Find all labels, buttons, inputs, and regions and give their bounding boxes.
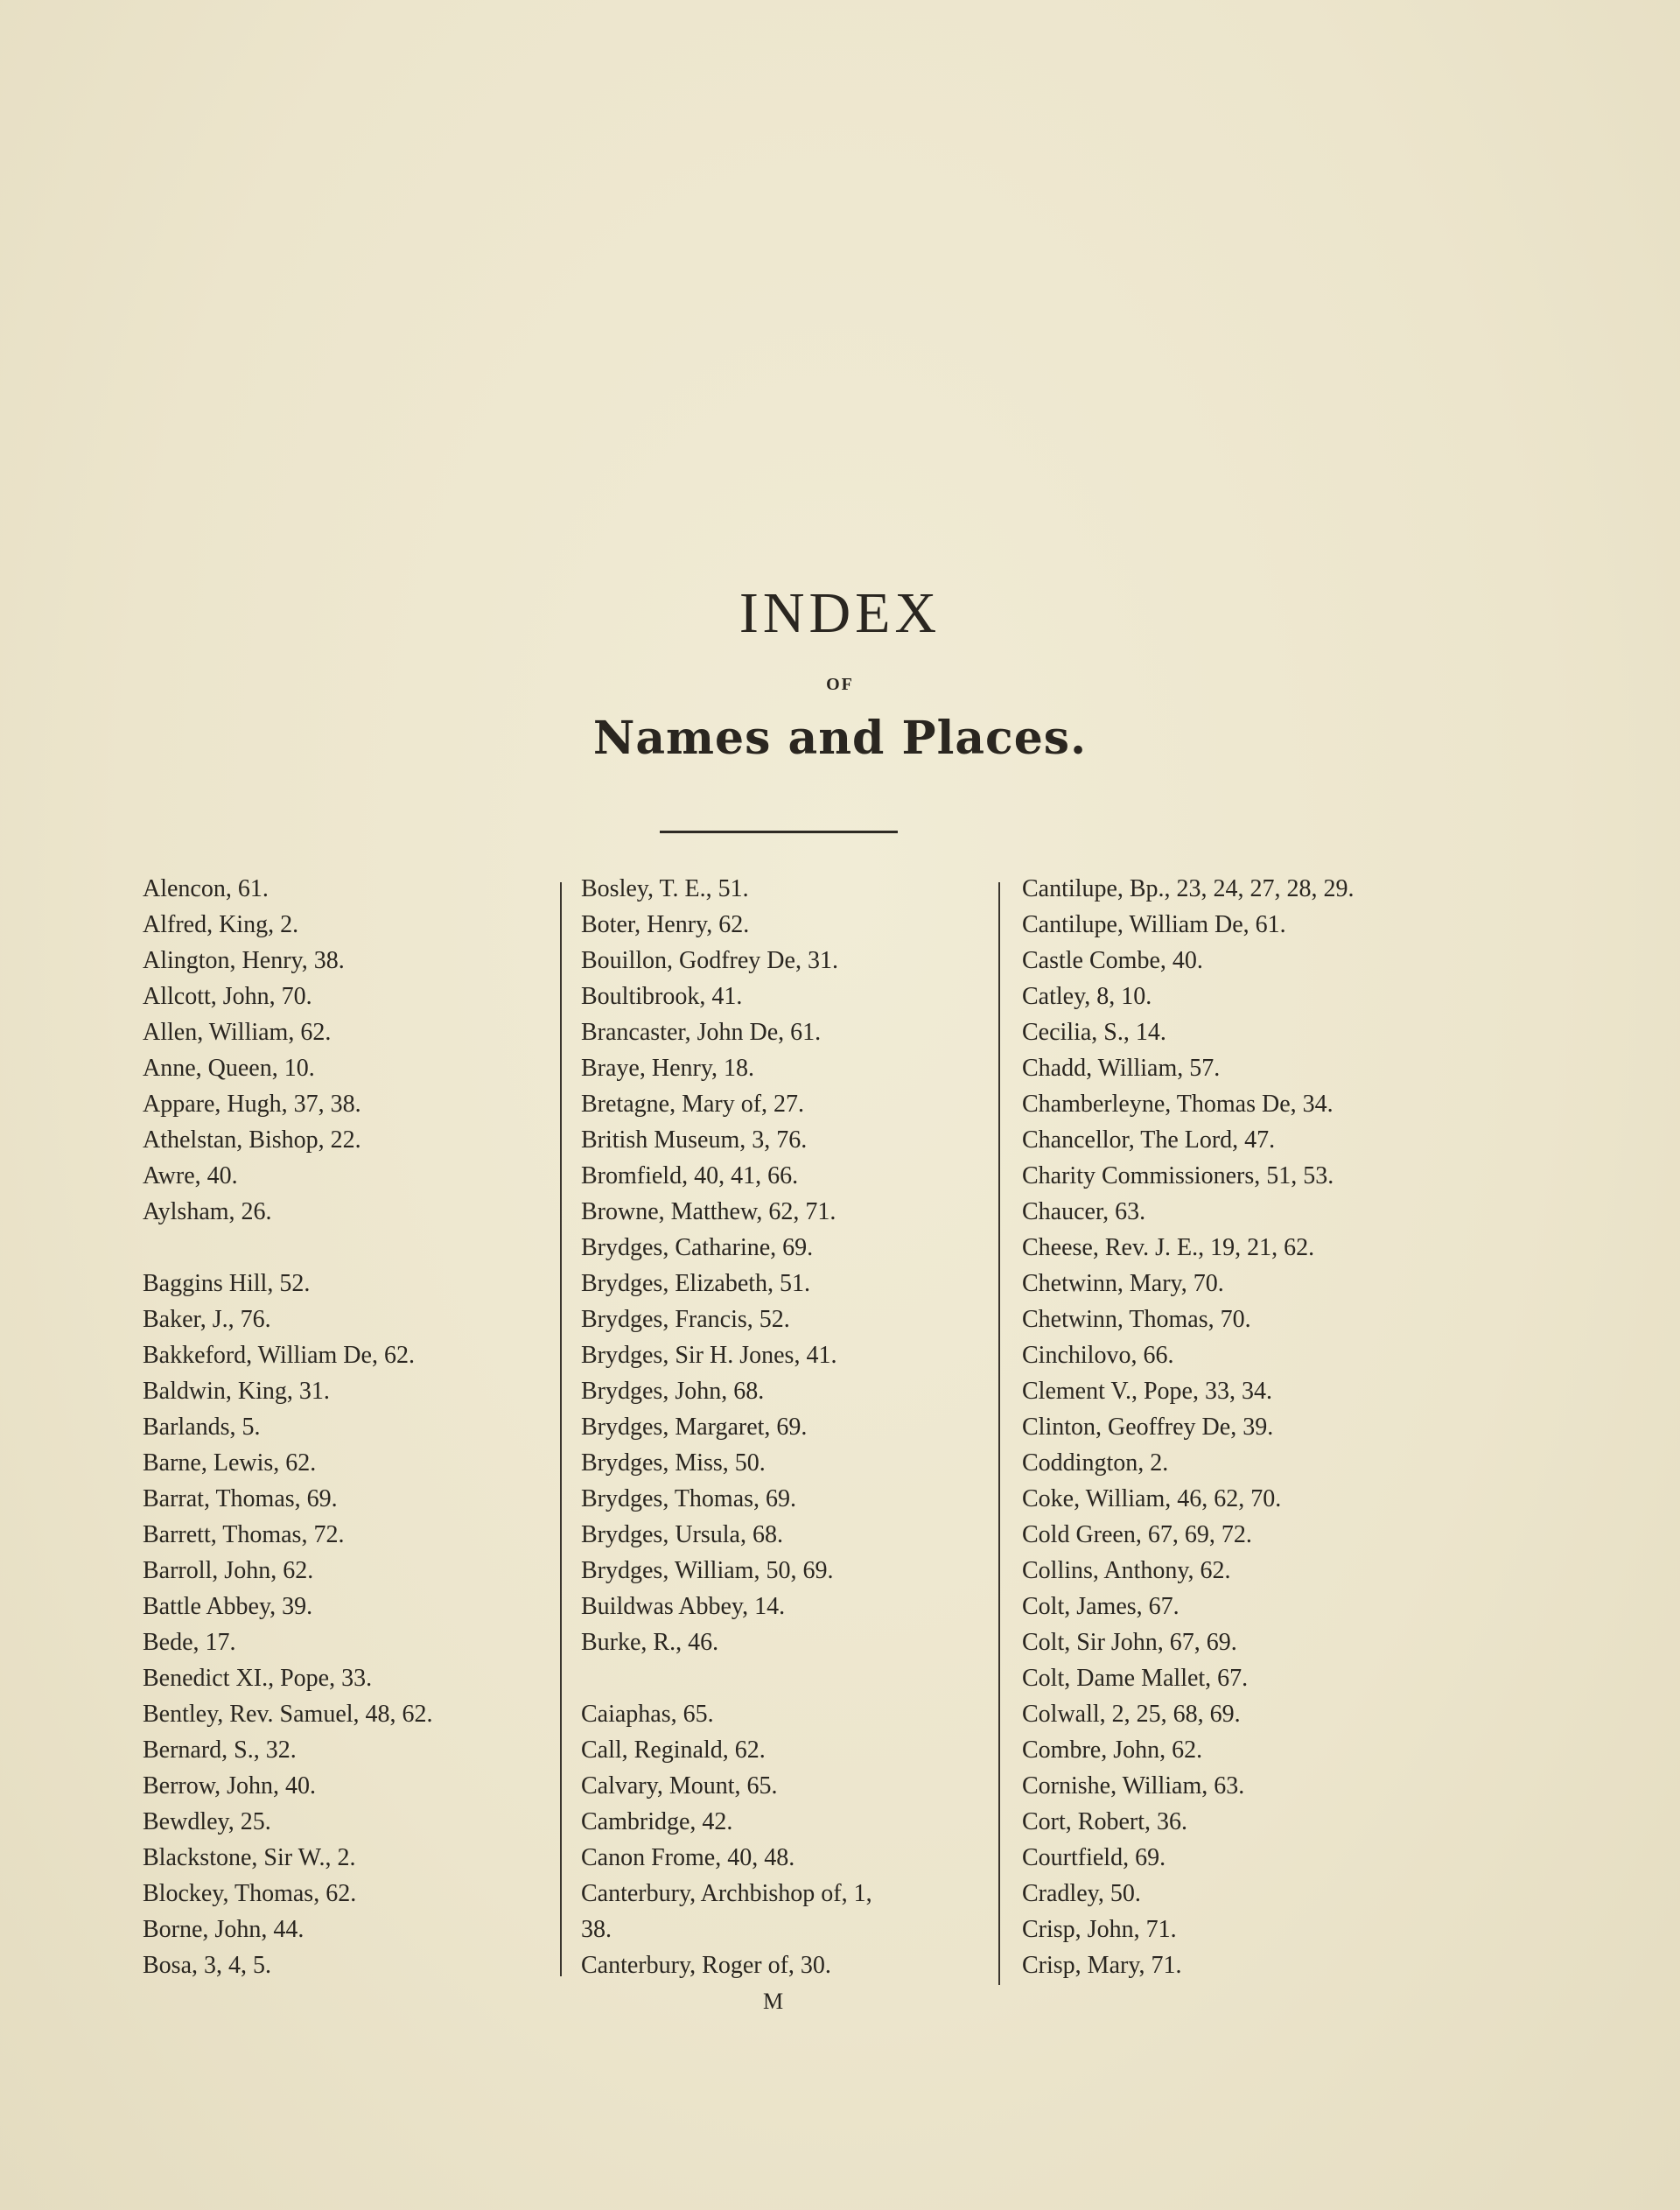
- index-entry: Baldwin, King, 31.: [143, 1378, 330, 1405]
- index-entry: Cort, Robert, 36.: [1022, 1808, 1187, 1835]
- page-title: INDEX: [738, 581, 942, 645]
- index-entry: Chetwinn, Thomas, 70.: [1022, 1306, 1251, 1333]
- index-entry: Bosa, 3, 4, 5.: [143, 1952, 271, 1979]
- title-connector: OF: [826, 675, 854, 694]
- index-entry: Burke, R., 46.: [581, 1629, 719, 1656]
- index-entry: Clement V., Pope, 33, 34.: [1022, 1378, 1272, 1405]
- index-entry: Bromfield, 40, 41, 66.: [581, 1162, 799, 1189]
- index-entry: Brydges, Thomas, 69.: [581, 1485, 797, 1512]
- index-entry: Brancaster, John De, 61.: [581, 1019, 822, 1046]
- index-entry: Brydges, Elizabeth, 51.: [581, 1270, 811, 1297]
- index-column-3: [1022, 871, 1354, 1983]
- index-entry: Aylsham, 26.: [143, 1198, 272, 1225]
- index-entry: Cornishe, William, 63.: [1022, 1772, 1245, 1800]
- index-entry: Alencon, 61.: [143, 875, 269, 902]
- index-section-gap: [581, 1660, 872, 1696]
- index-entry: Barne, Lewis, 62.: [143, 1449, 317, 1477]
- index-entry: Coddington, 2.: [1022, 1449, 1169, 1477]
- index-entry: Awre, 40.: [143, 1162, 238, 1189]
- index-entry: Chadd, William, 57.: [1022, 1055, 1221, 1082]
- index-entry: Combre, John, 62.: [1022, 1736, 1203, 1764]
- index-entry: Allen, William, 62.: [143, 1019, 332, 1046]
- index-entry: Boter, Henry, 62.: [581, 911, 750, 938]
- index-entry: Barroll, John, 62.: [143, 1557, 314, 1584]
- index-entry: Colt, James, 67.: [1022, 1593, 1180, 1620]
- index-entry: Cinchilovo, 66.: [1022, 1342, 1174, 1369]
- index-entry: Alfred, King, 2.: [143, 911, 299, 938]
- index-entry: Collins, Anthony, 62.: [1022, 1557, 1231, 1584]
- index-entry: Catley, 8, 10.: [1022, 983, 1152, 1010]
- index-entry: Brydges, Catharine, 69.: [581, 1234, 814, 1261]
- index-entry: Courtfield, 69.: [1022, 1844, 1166, 1871]
- index-entry: Benedict XI., Pope, 33.: [143, 1665, 373, 1692]
- index-entry: Colt, Dame Mallet, 67.: [1022, 1665, 1249, 1692]
- index-entry: British Museum, 3, 76.: [581, 1126, 808, 1154]
- index-entry: Borne, John, 44.: [143, 1916, 304, 1943]
- index-entry: Chamberleyne, Thomas De, 34.: [1022, 1091, 1334, 1118]
- index-entry: Bede, 17.: [143, 1629, 236, 1656]
- index-entry: Baker, J., 76.: [143, 1306, 271, 1333]
- index-entry: Cheese, Rev. J. E., 19, 21, 62.: [1022, 1234, 1315, 1261]
- index-entry: Bosley, T. E., 51.: [581, 875, 749, 902]
- index-entry: Chancellor, The Lord, 47.: [1022, 1126, 1276, 1154]
- index-entry: Clinton, Geoffrey De, 39.: [1022, 1414, 1274, 1441]
- index-entry: Athelstan, Bishop, 22.: [143, 1126, 361, 1154]
- index-entry: Berrow, John, 40.: [143, 1772, 317, 1800]
- title-rule: [660, 831, 898, 833]
- index-entry: Coke, William, 46, 62, 70.: [1022, 1485, 1282, 1512]
- index-entry: Bouillon, Godfrey De, 31.: [581, 947, 838, 974]
- signature-mark: M: [763, 1989, 784, 2014]
- index-entry: Brydges, John, 68.: [581, 1378, 765, 1405]
- index-entry: Brydges, Ursula, 68.: [581, 1521, 783, 1548]
- index-entry: Allcott, John, 70.: [143, 983, 312, 1010]
- index-entry: Charity Commissioners, 51, 53.: [1022, 1162, 1334, 1189]
- index-entry: Blackstone, Sir W., 2.: [143, 1844, 356, 1871]
- index-entry: Boultibrook, 41.: [581, 983, 743, 1010]
- column-divider: [560, 882, 562, 1976]
- index-entry: Call, Reginald, 62.: [581, 1736, 766, 1764]
- index-entry: Cold Green, 67, 69, 72.: [1022, 1521, 1252, 1548]
- index-entry: Brydges, Margaret, 69.: [581, 1414, 808, 1441]
- index-entry: Caiaphas, 65.: [581, 1701, 714, 1728]
- index-section-gap: [143, 1230, 433, 1266]
- index-entry: Colt, Sir John, 67, 69.: [1022, 1629, 1237, 1656]
- index-entry: Barlands, 5.: [143, 1414, 261, 1441]
- index-entry: Brydges, Sir H. Jones, 41.: [581, 1342, 837, 1369]
- index-column-1: [143, 871, 433, 1983]
- index-entry: Crisp, Mary, 71.: [1022, 1952, 1182, 1979]
- index-entry: Alington, Henry, 38.: [143, 947, 345, 974]
- column-divider: [998, 882, 1000, 1985]
- index-entry: Chetwinn, Mary, 70.: [1022, 1270, 1224, 1297]
- index-entry: Appare, Hugh, 37, 38.: [143, 1091, 361, 1118]
- index-entry: Baggins Hill, 52.: [143, 1270, 311, 1297]
- index-entry: Castle Combe, 40.: [1022, 947, 1203, 974]
- index-entry: Braye, Henry, 18.: [581, 1055, 755, 1082]
- index-entry: Anne, Queen, 10.: [143, 1055, 315, 1082]
- index-entry: Battle Abbey, 39.: [143, 1593, 313, 1620]
- index-entry: Crisp, John, 71.: [1022, 1916, 1177, 1943]
- index-entry: Bakkeford, William De, 62.: [143, 1342, 415, 1369]
- index-entry: Cradley, 50.: [1022, 1880, 1141, 1907]
- index-entry: Bernard, S., 32.: [143, 1736, 297, 1764]
- index-entry: 38.: [581, 1916, 612, 1943]
- index-entry: Brydges, Francis, 52.: [581, 1306, 790, 1333]
- index-entry: Buildwas Abbey, 14.: [581, 1593, 786, 1620]
- index-entry: Browne, Matthew, 62, 71.: [581, 1198, 836, 1225]
- index-entry: Blockey, Thomas, 62.: [143, 1880, 357, 1907]
- index-entry: Bentley, Rev. Samuel, 48, 62.: [143, 1701, 433, 1728]
- index-entry: Barrat, Thomas, 69.: [143, 1485, 338, 1512]
- index-entry: Cecilia, S., 14.: [1022, 1019, 1166, 1046]
- index-entry: Brydges, William, 50, 69.: [581, 1557, 834, 1584]
- index-entry: Canterbury, Archbishop of, 1,: [581, 1880, 872, 1907]
- index-entry: Cambridge, 42.: [581, 1808, 733, 1835]
- index-entry: Cantilupe, Bp., 23, 24, 27, 28, 29.: [1022, 875, 1354, 902]
- index-entry: Brydges, Miss, 50.: [581, 1449, 766, 1477]
- index-column-2: [581, 871, 872, 1983]
- index-entry: Canterbury, Roger of, 30.: [581, 1952, 831, 1979]
- index-entry: Cantilupe, William De, 61.: [1022, 911, 1286, 938]
- page-subtitle: Names and Places.: [592, 712, 1088, 765]
- index-entry: Barrett, Thomas, 72.: [143, 1521, 345, 1548]
- index-entry: Bewdley, 25.: [143, 1808, 271, 1835]
- index-entry: Bretagne, Mary of, 27.: [581, 1091, 805, 1118]
- index-entry: Chaucer, 63.: [1022, 1198, 1146, 1225]
- index-entry: Colwall, 2, 25, 68, 69.: [1022, 1701, 1241, 1728]
- index-entry: Calvary, Mount, 65.: [581, 1772, 778, 1800]
- index-entry: Canon Frome, 40, 48.: [581, 1844, 795, 1871]
